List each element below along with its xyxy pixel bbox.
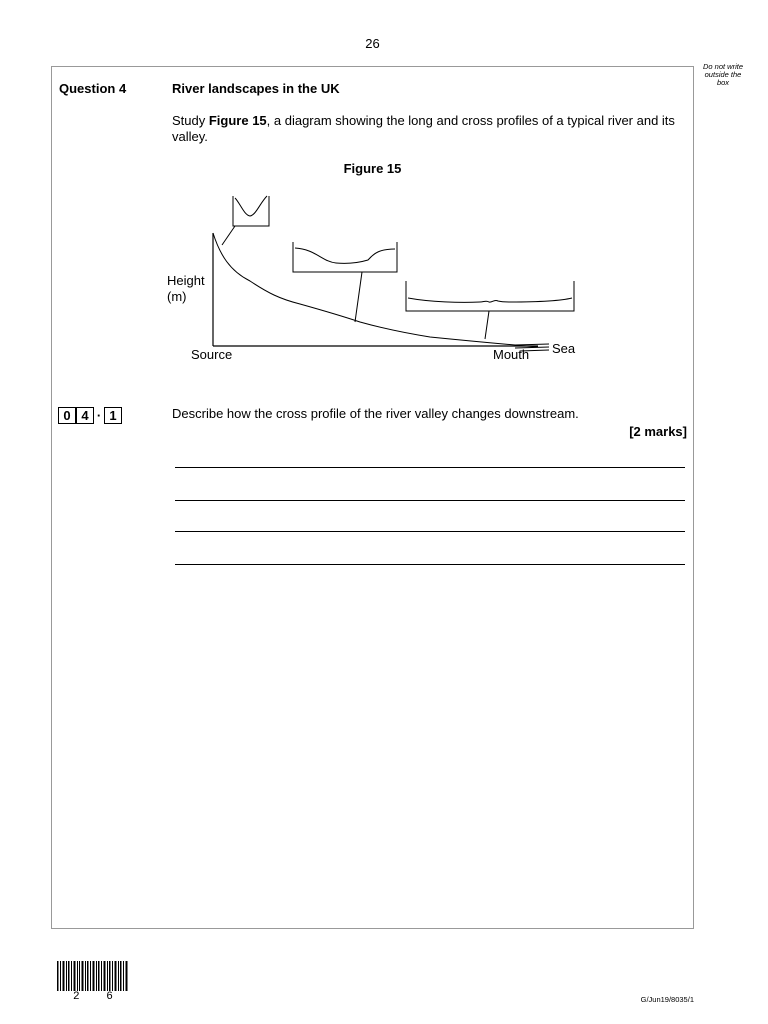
question-digit-box: 4: [76, 407, 94, 424]
lower-floodplain: [408, 298, 572, 302]
intro-prefix: Study: [172, 113, 209, 128]
barcode-digits: 2 6: [73, 991, 123, 1003]
question-separator: ·: [96, 408, 102, 423]
footer-code: G/Jun19/8035/1: [640, 995, 694, 1004]
river-profile-diagram: [160, 185, 590, 370]
long-profile-curve: [213, 233, 538, 347]
label-sea: Sea: [552, 341, 576, 356]
answer-line[interactable]: [175, 500, 685, 501]
middle-leader-line: [355, 272, 362, 322]
middle-cross-profile: [293, 242, 397, 272]
upper-leader-line: [222, 226, 235, 245]
barcode: [57, 961, 129, 991]
label-mouth: Mouth: [493, 347, 530, 362]
lower-cross-profile: [406, 281, 574, 311]
question-text: Describe how the cross profile of the river valley changes downstream.: [172, 406, 579, 421]
answer-line[interactable]: [175, 564, 685, 565]
lower-leader-line: [485, 311, 489, 339]
answer-line[interactable]: [175, 531, 685, 532]
intro-figure-ref: Figure 15: [208, 113, 267, 128]
question-intro: [172, 113, 687, 145]
figure-caption: Figure 15: [343, 161, 402, 176]
intro-suffix: , a diagram showing the long and cross profiles of a typical river and its valley.: [172, 113, 675, 144]
marks-label: [2 marks]: [629, 424, 687, 439]
margin-note: Do not write outside the box: [702, 62, 744, 87]
label-source: Source: [191, 347, 233, 362]
middle-valley: [295, 248, 395, 263]
upper-v-valley: [235, 196, 267, 216]
page-number: 26: [365, 36, 380, 51]
question-number-boxes: [58, 407, 122, 424]
answer-line[interactable]: [175, 467, 685, 468]
label-height: Height: [167, 273, 205, 288]
question-title: River landscapes in the UK: [172, 81, 340, 96]
sea-line: [515, 344, 549, 345]
question-digit-box: 1: [104, 407, 122, 424]
question-label: Question 4: [59, 81, 127, 96]
question-digit-box: 0: [58, 407, 76, 424]
label-height-unit: (m): [167, 289, 187, 304]
